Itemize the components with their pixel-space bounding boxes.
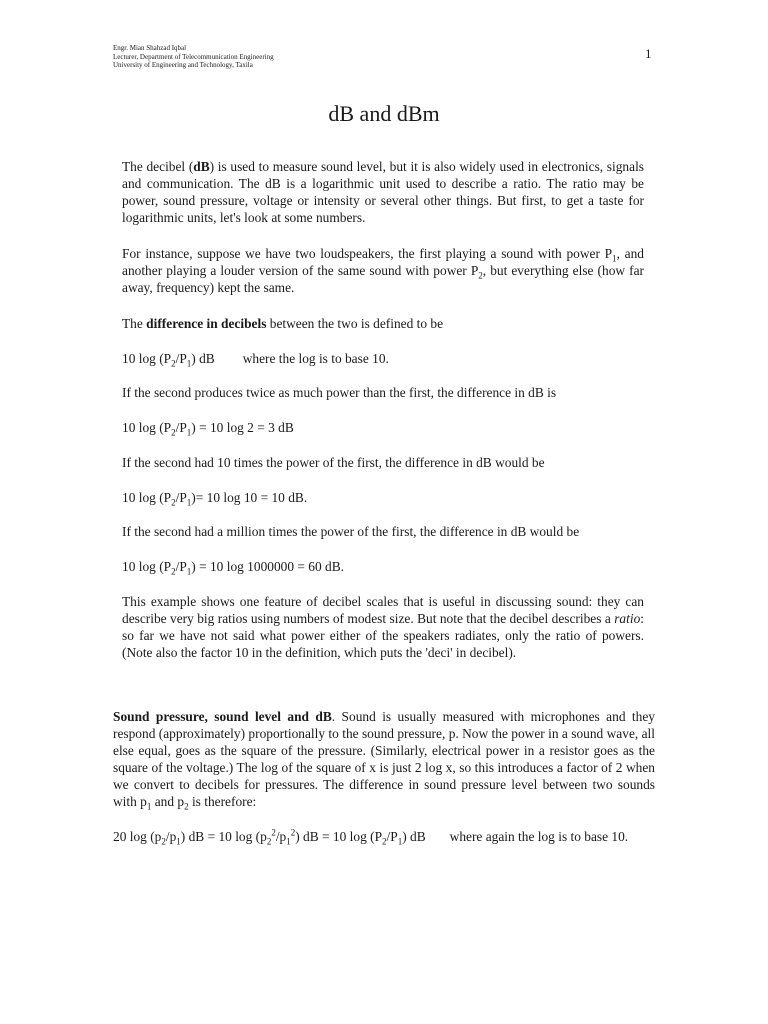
equation-definition: 10 $\log (P_2/P_1)$ dB where the log is to base 10. xyxy=(122,351,389,369)
equation-60db: 10 $\log (P_2/P_1) = 10$ log 1000000 = 60 dB. xyxy=(122,559,345,577)
page-number: 1 xyxy=(645,46,652,61)
author-position: Lecturer, Department of Telecommunication Engineering xyxy=(113,52,274,61)
paragraph-intro: The decibel (dB) is used to measure sound level, but it is also widely used in electronics, signals and communication. The dB is a logarithmic unit used to describe a ratio. The ratio may be power, sound pressure, voltage or intensity or several other things. But first, to get a taste for logarithmic units, let's look at some numbers. xyxy=(122,159,644,225)
author-university: University of Engineering and Technology, Taxila xyxy=(113,61,253,69)
paragraph-twice-power: If the second produces twice as much power than the first, the difference in dB is xyxy=(122,385,557,400)
equation-sound-pressure: 20 $\log (p_2/p_1)$ dB = 10 $\log (p_2^2/p_1^2)$ dB = 10 $\log (P_2/P_1)$ dB where again the log is to base 10. xyxy=(113,827,629,847)
page-title: dB and dBm xyxy=(328,101,440,126)
paragraph-loudspeakers: For instance, suppose we have two loudspeakers, the first playing a sound with power $P_1$, and another playing a louder version of the same sound with power $P_2$, but everything else (how far away, frequency) kept the same. xyxy=(122,246,644,295)
document-header xyxy=(113,44,274,70)
paragraph-ten-times: If the second had 10 times the power of the first, the difference in dB would be xyxy=(122,455,545,470)
paragraph-million-times: If the second had a million times the power of the first, the difference in dB would be xyxy=(122,524,580,539)
author-name: Engr. Mian Shahzad Iqbal xyxy=(113,44,187,52)
equation-10db: 10 $\log (P_2/P_1)= 10$ log 10 = 10 dB. xyxy=(122,490,308,508)
paragraph-definition: The difference in decibels between the two is defined to be xyxy=(122,316,444,331)
paragraph-ratio-note: This example shows one feature of decibel scales that is useful in discussing sound: they can describe very big ratios using numbers of modest size. But note that the decibel describes a ratio: so far we have not said what power either of the speakers radiates, only the ratio of powers. (Note also the factor 10 in the definition, which puts the 'deci' in decibel). xyxy=(122,594,644,660)
equation-3db: 10 $\log (P_2/P_1) = 10$ log 2 = 3 dB xyxy=(122,420,294,438)
paragraph-sound-pressure: Sound pressure, sound level and dB. Sound is usually measured with microphones and they respond (approximately) proportionally to the sound pressure, p. Now the power in a sound wave, all else equal, goes as the square of the pressure. (Similarly, electrical power in a resistor goes as the square of the voltage.) The log of the square of x is just 2 log x, so this introduces a factor of 2 when we convert to decibels for pressures. The difference in sound pressure level between two sounds with $p_1$ and $p_2$ is therefore: xyxy=(113,709,655,812)
